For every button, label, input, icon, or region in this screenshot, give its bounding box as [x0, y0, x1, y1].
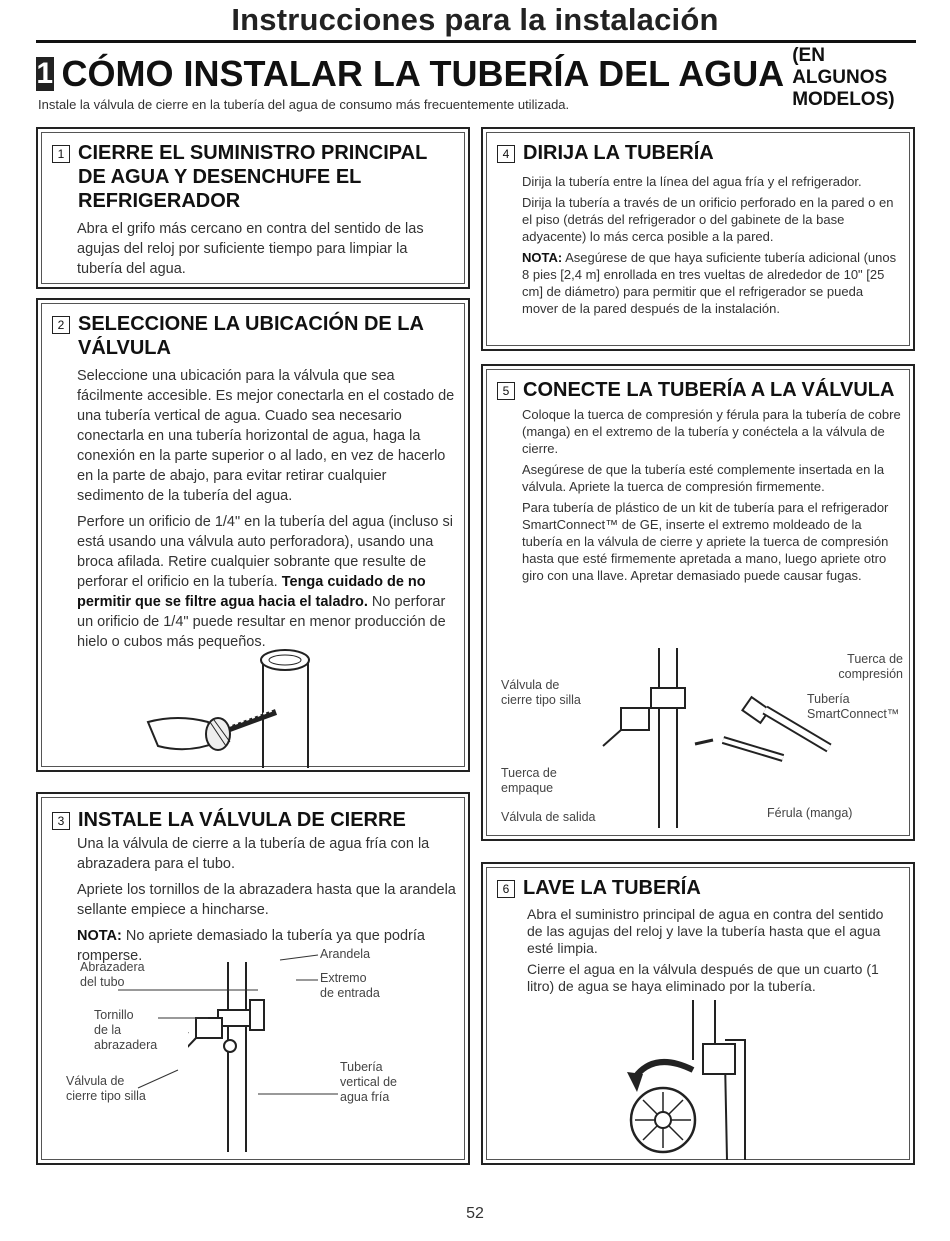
step-6-text-2: Cierre el agua en la válvula después de que un cuarto (1 litro) de agua se haya eliminado por la tubería. — [527, 961, 879, 994]
label-arandela: Arandela — [320, 947, 371, 961]
step-3-note: NOTA: No apriete demasiado la tubería ya que podría romperse. — [77, 928, 425, 964]
step-3-text-2: Apriete los tornillos de la abrazadera hasta que la arandela sellante empiece a hincharse. — [77, 882, 456, 918]
label-valvula-silla-5: Válvula de cierre tipo silla — [501, 678, 581, 707]
step-1-text: Abra el grifo más cercano en contra del sentido de las agujas del reloj por suficiente tiempo para limpiar la tubería del agua. — [77, 221, 424, 277]
step-4-number: 4 — [497, 145, 515, 163]
label-extremo: Extremo de entrada — [320, 971, 380, 1000]
step-4-note: NOTA: Asegúrese de que haya suficiente tubería adicional (unos 8 pies [2,4 m] enrollada en tres vueltas de alrededor de 10" [25 cm] de diámetro) para permitir que el refrigerador se pueda mover de la pared después de la instalación. — [522, 250, 897, 316]
step-2-text-1: Seleccione una ubicación para la válvula que sea fácilmente accesible. Es mejor conectarla en el costado de una tubería vertical de agua. Cuado sea necesario conectarla en una tubería horizontal de agua, haga la conexión en la parte superior o al lado, en vez de hacerlo en la parte de abajo, para evitar retirar cualquier sedimento de la tubería del agua. — [77, 368, 455, 504]
step-2-warning: Tenga cuidado de no permitir que se filtre agua hacia el taladro. — [77, 574, 426, 610]
section-title: CÓMO INSTALAR LA TUBERÍA DEL AGUA — [61, 53, 785, 94]
label-tuberia-smartconnect: Tubería SmartConnect™ — [807, 692, 900, 721]
step-1-box — [36, 127, 470, 289]
step-3-box — [36, 792, 470, 1165]
shutoff-valve-illustration — [623, 1000, 763, 1160]
step-5-title: CONECTE LA TUBERÍA A LA VÁLVULA — [523, 379, 895, 401]
step-5-text-3: Para tubería de plástico de un kit de tubería para el refrigerador SmartConnect™ de GE, inserte el extremo moldeado de la tubería en la válvula de cierre y apriete la tuerca de compresión hasta que esté firmemente apretada a mano, luego apriete otro giro con una llave. Apretar demasiado puede causar fugas. — [522, 500, 889, 583]
step-3-title: INSTALE LA VÁLVULA DE CIERRE — [78, 809, 406, 831]
page-title: Instrucciones para la instalación — [231, 2, 719, 37]
step-2-title: SELECCIONE LA UBICACIÓN DE LA VÁLVULA — [78, 313, 424, 359]
label-tornillo: Tornillo de la abrazadera — [94, 1008, 158, 1052]
label-abrazadera: Abrazadera del tubo — [80, 960, 145, 989]
step-2-heading — [52, 312, 457, 360]
step-3-number: 3 — [52, 812, 70, 830]
label-tuerca-compresion: Tuerca de compresión — [838, 652, 903, 681]
label-tuberia-vertical: Tubería vertical de agua fría — [340, 1060, 397, 1104]
step-5-heading — [497, 378, 902, 402]
step-1-heading — [52, 141, 452, 213]
step-4-text-2: Dirija la tubería a través de un orificio perforado en la pared o en el piso (detrás del refrigerador o del gabinete de la base adyacente) lo más cerca posible a la pared. — [522, 195, 894, 244]
step-3-leader-lines — [38, 794, 472, 1167]
section-intro: Instale la válvula de cierre en la tubería del agua de consumo más frecuentemente utilizada. — [38, 97, 570, 112]
step-4-heading — [497, 141, 902, 165]
step-2-number: 2 — [52, 316, 70, 334]
step-2-text-2: Perfore un orificio de 1/4" en la tubería del agua (incluso si está usando una válvula auto perforadora), usando una broca afilada. Retire cualquier sobrante que resulte de perforar el orificio en la tubería. Tenga cuidado de no permitir que se filtre agua hacia el taladro. No perforar un orificio de 1/4" puede resultar en menor producción de hielo o cubos más pequeños. — [77, 514, 453, 650]
compression-fitting-diagram — [593, 648, 833, 828]
step-4-title: DIRIJA LA TUBERÍA — [523, 142, 714, 164]
step-2-box — [36, 298, 470, 772]
step-5-text-1: Coloque la tuerca de compresión y férula para la tubería de cobre (manga) en el extremo de la tubería y conéctela a la válvula de cierre. — [522, 407, 901, 456]
label-valvula-silla: Válvula de cierre tipo silla — [66, 1074, 146, 1103]
step-6-box — [481, 862, 915, 1165]
step-4-text-1: Dirija la tubería entre la línea del agua fría y el refrigerador. — [522, 174, 862, 189]
drill-pipe-illustration — [138, 642, 368, 768]
label-ferula: Férula (manga) — [767, 806, 853, 820]
step-4-box — [481, 127, 915, 351]
step-1-title: CIERRE EL SUMINISTRO PRINCIPAL DE AGUA Y DESENCHUFE EL REFRIGERADOR — [78, 142, 427, 212]
step-1-number: 1 — [52, 145, 70, 163]
step-5-box — [481, 364, 915, 841]
step-6-heading — [497, 876, 902, 900]
step-5-text-2: Asegúrese de que la tubería esté complemente insertada en la válvula. Apriete la tuerca de compresión firmemente. — [522, 462, 885, 494]
title-divider — [36, 40, 916, 43]
page-number: 52 — [466, 1205, 484, 1222]
section-subtitle: (EN ALGUNOS MODELOS) — [792, 45, 895, 110]
step-3-text-1: Una la válvula de cierre a la tubería de agua fría con la abrazadera para el tubo. — [77, 836, 430, 872]
label-tuerca-empaque: Tuerca de empaque — [501, 766, 557, 795]
step-6-title: LAVE LA TUBERÍA — [523, 877, 701, 899]
step-6-number: 6 — [497, 880, 515, 898]
section-number: 1 — [36, 57, 54, 90]
label-valvula-salida: Válvula de salida — [501, 810, 596, 824]
step-6-text-1: Abra el suministro principal de agua en contra del sentido de las agujas del reloj y lave la tubería hasta que el agua esté limpia. — [527, 906, 884, 956]
step-5-number: 5 — [497, 382, 515, 400]
